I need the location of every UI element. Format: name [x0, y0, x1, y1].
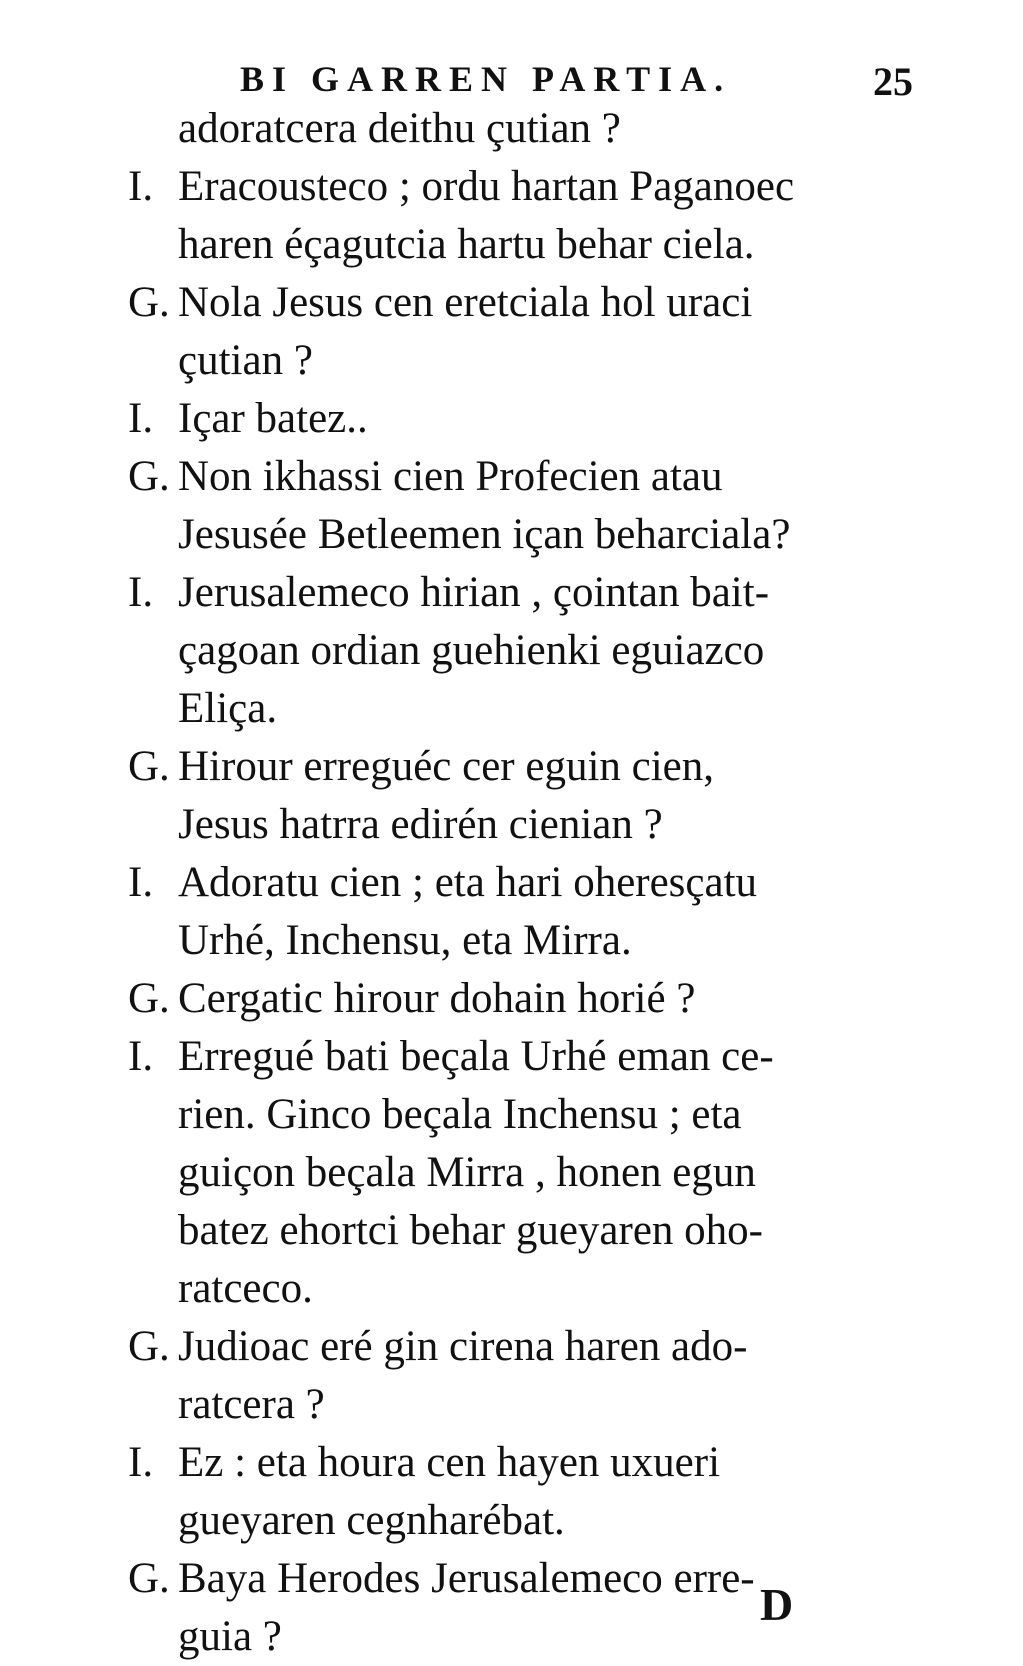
speaker-label: I.	[128, 1033, 154, 1080]
text-line: guiçon beçala Mirra , honen egun	[178, 1149, 756, 1196]
dialogue-entry	[128, 274, 928, 390]
speaker-label: G.	[128, 1555, 170, 1602]
text-line: Hirour erreguéc cer eguin cien,	[178, 743, 715, 790]
text-line: Jerusalemeco hirian , çointan bait-	[178, 569, 770, 616]
text-line: Jesus hatrra edirén cienian ?	[178, 801, 663, 848]
dialogue-entry	[128, 1028, 928, 1318]
running-title: BI GARREN PARTIA.	[240, 59, 732, 99]
dialogue-entry	[128, 100, 928, 158]
text-line: ratceco.	[178, 1265, 313, 1312]
text-line: ratcera ?	[178, 1381, 325, 1428]
text-line: Eracousteco ; ordu hartan Paganoec	[178, 163, 795, 210]
dialogue-entry	[128, 158, 928, 274]
text-line: rien. Ginco beçala Inchensu ; eta	[178, 1091, 742, 1138]
speaker-label: G.	[128, 279, 170, 326]
dialogue-entry	[128, 1318, 928, 1434]
text-line: Nola Jesus cen eretciala hol uraci	[178, 279, 753, 326]
text-line: adoratcera deithu çutian ?	[178, 105, 621, 152]
text-line: Erregué bati beçala Urhé eman ce-	[178, 1033, 774, 1080]
dialogue-entry	[128, 564, 928, 738]
page-number: 25	[873, 59, 913, 104]
text-line: Eliça.	[178, 685, 278, 732]
text-line: batez ehortci behar gueyaren oho-	[178, 1207, 763, 1254]
speaker-label: G.	[128, 743, 170, 790]
dialogue-entry	[128, 448, 928, 564]
page-header	[240, 58, 913, 106]
dialogue-entry	[128, 854, 928, 970]
dialogue-entry	[128, 738, 928, 854]
speaker-label: I.	[128, 859, 154, 906]
speaker-label: I.	[128, 395, 154, 442]
speaker-label: I.	[128, 1439, 154, 1486]
dialogue-entry	[128, 390, 928, 448]
text-line: Adoratu cien ; eta hari oheresçatu	[178, 859, 758, 906]
dialogue-entry	[128, 1434, 928, 1550]
text-line: Urhé, Inchensu, eta Mirra.	[178, 917, 632, 964]
speaker-label: I.	[128, 163, 154, 210]
text-line: Non ikhassi cien Profecien atau	[178, 453, 723, 500]
catchword: D	[760, 1579, 794, 1630]
text-line: guia ?	[178, 1613, 282, 1660]
text-line: Ez : eta houra cen hayen uxueri	[178, 1439, 721, 1486]
text-line: gueyaren cegnharébat.	[178, 1497, 565, 1544]
dialogue-entry	[128, 970, 928, 1028]
text-line: Jesusée Betleemen içan beharciala?	[178, 511, 791, 558]
text-line: Judioac eré gin cirena haren ado-	[178, 1323, 748, 1370]
text-line: Baya Herodes Jerusalemeco erre-	[178, 1555, 755, 1602]
text-line: çutian ?	[178, 337, 313, 384]
dialogue-entry	[128, 1550, 928, 1666]
text-line: Cergatic hirour dohain horié ?	[178, 975, 696, 1022]
text-line: çagoan ordian guehienki eguiazco	[178, 627, 765, 674]
speaker-label: G.	[128, 1323, 170, 1370]
dialogue-text	[128, 100, 928, 1666]
speaker-label: G.	[128, 453, 170, 500]
text-line: Içar batez..	[178, 395, 368, 442]
speaker-label: I.	[128, 569, 154, 616]
speaker-label: G.	[128, 975, 170, 1022]
text-line: haren éçagutcia hartu behar ciela.	[178, 221, 755, 268]
